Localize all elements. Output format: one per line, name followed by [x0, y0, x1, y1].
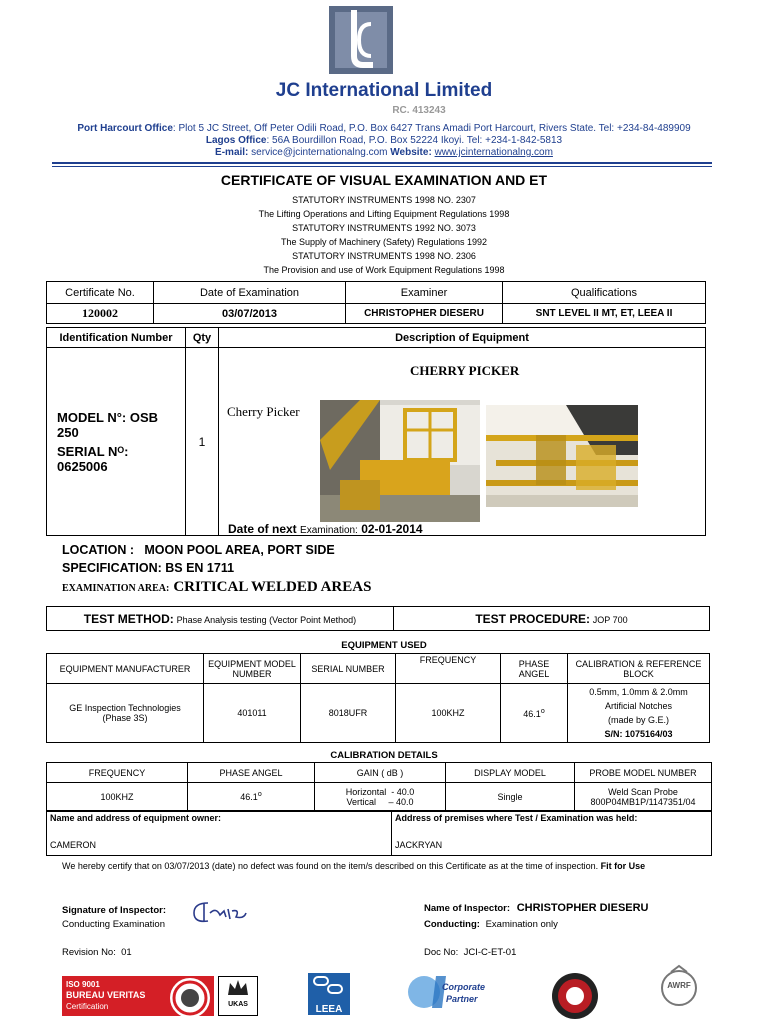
conducting-right: Conducting: Examination only	[424, 919, 558, 930]
ukas-logo: UKAS	[218, 976, 258, 1016]
crown-icon	[226, 977, 250, 999]
email-link[interactable]: service@jcinternationalng.com	[251, 147, 388, 158]
calibration-table	[46, 762, 712, 811]
eu-header-calibration: CALIBRATION & REFERENCE BLOCK	[568, 654, 710, 684]
cherry-picker-photo-2	[486, 405, 638, 507]
rc-number: RC. 413243	[392, 105, 446, 116]
eu-header-frequency: FREQUENCY	[396, 654, 501, 684]
calibration-title: CALIBRATION DETAILS	[330, 750, 438, 761]
date-value: 03/07/2013	[154, 304, 346, 324]
examination-area: EXAMINATION AREA: CRITICAL WELDED AREAS	[62, 579, 372, 595]
eu-header-manufacturer: EQUIPMENT MANUFACTURER	[47, 654, 204, 684]
equipment-used-table	[46, 653, 710, 743]
awrf-logo: AWRF	[656, 964, 702, 1020]
regulations: STATUTORY INSTRUMENTS 1998 NO. 2307 The Lifting Operations and Lifting Equipment Regulations 1998 STATUTORY INSTRUMENTS 1992 NO. 3073 The Supply of Machinery (Safety) Regulations 1992 STATUTORY INSTRUMENTS 1998 NO. 2306 The Provision and use of Work Equipment Regulations 1998	[258, 195, 510, 275]
bv-seal-icon	[170, 978, 210, 1018]
cherry-picker-photo-1	[320, 400, 480, 522]
location: LOCATION : MOON POOL AREA, PORT SIDE	[62, 543, 335, 557]
inspector-signature	[190, 897, 250, 929]
cal-header-frequency: FREQUENCY	[47, 763, 188, 783]
examiner-value: CHRISTOPHER DIESERU	[346, 304, 503, 324]
owner-table	[46, 811, 712, 856]
qty-value: 1	[186, 348, 219, 536]
test-procedure-cell: TEST PROCEDURE: JOP 700	[394, 607, 710, 631]
premises-cell: Address of premises where Test / Examination was held: JACKRYAN	[392, 812, 712, 856]
eu-serial: 8018UFR	[301, 684, 396, 743]
header-date: Date of Examination	[154, 282, 346, 304]
bureau-veritas-logo: ISO 9001 BUREAU VERITAS Certification	[62, 976, 214, 1016]
header-cert-no: Certificate No.	[47, 282, 154, 304]
inspector-name: Name of Inspector: CHRISTOPHER DIESERU	[424, 902, 649, 914]
equipment-used-title: EQUIPMENT USED	[341, 640, 427, 651]
eu-header-serial: SERIAL NUMBER	[301, 654, 396, 684]
certificate-table	[46, 281, 706, 324]
eu-manufacturer: GE Inspection Technologies (Phase 3S)	[47, 684, 204, 743]
test-method-cell: TEST METHOD: Phase Analysis testing (Vector Point Method)	[47, 607, 394, 631]
cert-no-value: 120002	[47, 304, 154, 324]
port-harcourt-address: Port Harcourt Office: Plot 5 JC Street, Off Peter Odili Road, P.O. Box 6427 Trans Amadi Port Harcourt, Rivers State. Tel: +234-84-489909	[77, 123, 691, 134]
idc-seal-logo	[551, 972, 599, 1020]
qualifications-value: SNT LEVEL II MT, ET, LEEA II	[503, 304, 706, 324]
header-qualifications: Qualifications	[503, 282, 706, 304]
desc-text: Cherry Picker	[227, 404, 300, 419]
owner-value: CAMERON	[50, 840, 97, 850]
header-qty: Qty	[186, 328, 219, 348]
cal-header-probe: PROBE MODEL NUMBER	[575, 763, 712, 783]
eu-frequency: 100KHZ	[396, 684, 501, 743]
header-description: Description of Equipment	[219, 328, 706, 348]
revision-number: Revision No: 01	[62, 947, 132, 958]
model-number: MODEL N°: OSB 250	[57, 409, 159, 440]
owner-cell: Name and address of equipment owner: CAMERON	[47, 812, 392, 856]
contact-line: E-mail: service@jcinternationalng.com Website: www.jcinternationalng.com	[215, 147, 553, 158]
eu-phase: 46.1$^o$	[501, 684, 568, 743]
cal-frequency: 100KHZ	[47, 783, 188, 811]
company-logo	[329, 6, 393, 74]
premises-value: JACKRYAN	[395, 840, 443, 850]
header-divider	[52, 162, 712, 167]
eu-header-model: EQUIPMENT MODEL NUMBER	[204, 654, 301, 684]
signature-label: Signature of Inspector:	[62, 905, 166, 916]
conducting-examination-left: Conducting Examination	[62, 919, 165, 930]
website-link[interactable]: www.jcinternationalng.com	[434, 147, 553, 158]
cal-header-display: DISPLAY MODEL	[446, 763, 575, 783]
corporate-partner-logo: Corporate Partner	[406, 968, 494, 1016]
document-number: Doc No: JCI-C-ET-01	[424, 947, 517, 958]
header-identification: Identification Number	[47, 328, 186, 348]
header-examiner: Examiner	[346, 282, 503, 304]
eu-header-phase: PHASE ANGEL	[501, 654, 568, 684]
specification: SPECIFICATION: BS EN 1711	[62, 561, 235, 575]
cal-probe: Weld Scan Probe 800P04MB1P/1147351/04	[575, 783, 712, 811]
serial-number: SERIAL Nᴼ: 0625006	[57, 443, 129, 474]
lagos-address: Lagos Office: 56A Bourdillon Road, P.O. Box 52224 Ikoyi. Tel: +234-1-842-5813	[205, 135, 563, 146]
cal-phase: 46.1$^o$	[188, 783, 315, 811]
next-examination: Date of next Examination: 02-01-2014	[228, 522, 423, 536]
certificate-title: CERTIFICATE OF VISUAL EXAMINATION AND ET	[220, 172, 548, 188]
eu-calibration: 0.5mm, 1.0mm & 2.0mm Artificial Notches (made by G.E.) S/N: 1075164/03	[568, 684, 710, 743]
cal-display: Single	[446, 783, 575, 811]
cal-header-gain: GAIN ( dB )	[315, 763, 446, 783]
cal-gain: Horizontal - 40.0 Vertical – 40.0	[315, 783, 446, 811]
desc-title: CHERRY PICKER	[410, 363, 520, 378]
chain-icon	[308, 973, 350, 999]
test-method-table	[46, 606, 710, 631]
cal-header-phase: PHASE ANGEL	[188, 763, 315, 783]
identification-cell	[47, 348, 186, 536]
leea-logo: LEEA	[308, 973, 350, 1015]
eu-model: 401011	[204, 684, 301, 743]
company-name: JC International Limited	[275, 80, 493, 101]
certify-statement: We hereby certify that on 03/07/2013 (date) no defect was found on the item/s described on this Certificate as at the time of inspection. Fit for Use	[62, 861, 646, 871]
